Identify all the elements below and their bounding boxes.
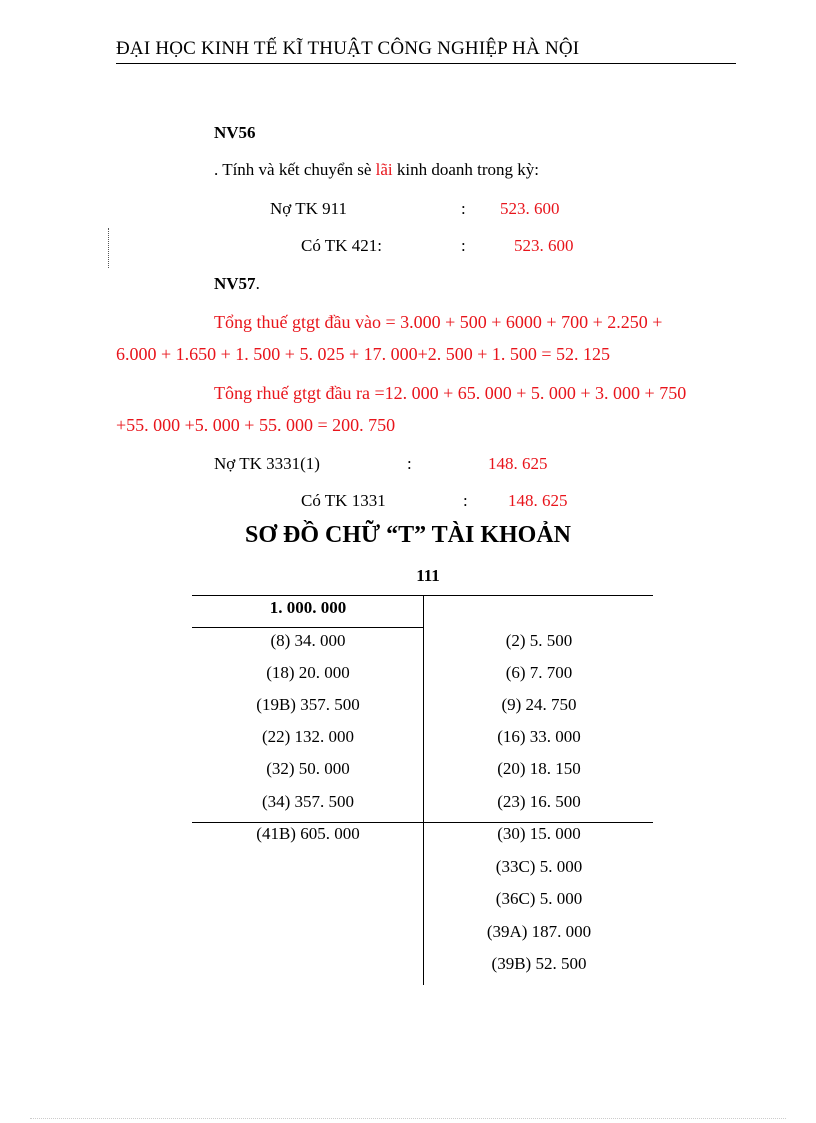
nv57-label-suffix: . bbox=[255, 274, 260, 293]
credit-entry: (20) 18. 150 bbox=[497, 759, 581, 778]
debit-entry: (19B) 357. 500 bbox=[256, 695, 360, 714]
credit-entry: (39B) 52. 500 bbox=[491, 954, 587, 973]
credit-entry: (39A) 187. 000 bbox=[486, 922, 592, 941]
page-header: ĐẠI HỌC KINH TẾ KĨ THUẬT CÔNG NGHIỆP HÀ NỘI bbox=[116, 38, 580, 59]
nv57-label: NV57 bbox=[214, 274, 256, 293]
debit-entry: (18) 20. 000 bbox=[266, 663, 350, 682]
opening-balance: 1. 000. 000 bbox=[269, 598, 347, 617]
nv56-credit-sep: : bbox=[461, 236, 466, 255]
nv56-debit-value: 523. 600 bbox=[500, 199, 560, 218]
nv56-desc-suffix: kinh doanh trong kỳ: bbox=[392, 160, 540, 179]
debit-entry: (32) 50. 000 bbox=[266, 759, 350, 778]
credit-entry: (30) 15. 000 bbox=[497, 824, 581, 843]
nv56-desc-highlight: lãi bbox=[375, 160, 393, 179]
page-bottom-dots bbox=[30, 1118, 786, 1119]
t-account-total-rule bbox=[192, 822, 653, 823]
nv57-credit-sep: : bbox=[463, 491, 468, 510]
credit-entry: (2) 5. 500 bbox=[505, 631, 573, 650]
nv56-description bbox=[214, 160, 539, 180]
credit-entry: (16) 33. 000 bbox=[497, 727, 581, 746]
nv57-debit-sep: : bbox=[407, 454, 412, 473]
nv56-credit-value: 523. 600 bbox=[514, 236, 574, 255]
nv56-label: NV56 bbox=[214, 123, 256, 142]
credit-entry: (23) 16. 500 bbox=[497, 792, 581, 811]
vat-output-line1: Tông rhuế gtgt đầu ra =12. 000 + 65. 000 + 5. 000 + 3. 000 + 750 bbox=[214, 383, 687, 403]
vat-input-line2: 6.000 + 1.650 + 1. 500 + 5. 025 + 17. 000+2. 500 + 1. 500 = 52. 125 bbox=[116, 344, 611, 364]
t-account-title: SƠ ĐỒ CHỮ “T” TÀI KHOẢN bbox=[244, 522, 572, 548]
credit-entry: (6) 7. 700 bbox=[505, 663, 573, 682]
vat-output-line2: +55. 000 +5. 000 + 55. 000 = 200. 750 bbox=[116, 415, 396, 435]
debit-entry: (22) 132. 000 bbox=[261, 727, 355, 746]
credit-entry: (36C) 5. 000 bbox=[495, 889, 583, 908]
debit-entry: (8) 34. 000 bbox=[270, 631, 346, 650]
nv57-heading bbox=[214, 274, 260, 294]
credit-entry: (33C) 5. 000 bbox=[495, 857, 583, 876]
nv56-debit-label: Nợ TK 911 bbox=[270, 199, 347, 218]
nv57-debit-value: 148. 625 bbox=[488, 454, 548, 473]
nv56-debit-sep: : bbox=[461, 199, 466, 218]
debit-entry: (34) 357. 500 bbox=[261, 792, 355, 811]
nv57-credit-label: Có TK 1331 bbox=[301, 491, 386, 510]
nv56-credit-label: Có TK 421: bbox=[301, 236, 382, 255]
debit-entry: (41B) 605. 000 bbox=[256, 824, 360, 843]
margin-dots bbox=[108, 228, 109, 268]
credit-entry: (9) 24. 750 bbox=[501, 695, 577, 714]
nv57-credit-value: 148. 625 bbox=[508, 491, 568, 510]
nv57-debit-label: Nợ TK 3331(1) bbox=[214, 454, 320, 473]
t-account-divider bbox=[423, 595, 424, 985]
opening-balance-rule bbox=[192, 627, 423, 628]
t-account-number: 111 bbox=[416, 566, 440, 585]
vat-input-line1: Tổng thuế gtgt đầu vào = 3.000 + 500 + 6000 + 700 + 2.250 + bbox=[214, 312, 663, 332]
nv56-desc-prefix: . Tính và kết chuyển sè bbox=[214, 160, 376, 179]
header-rule bbox=[116, 63, 736, 64]
